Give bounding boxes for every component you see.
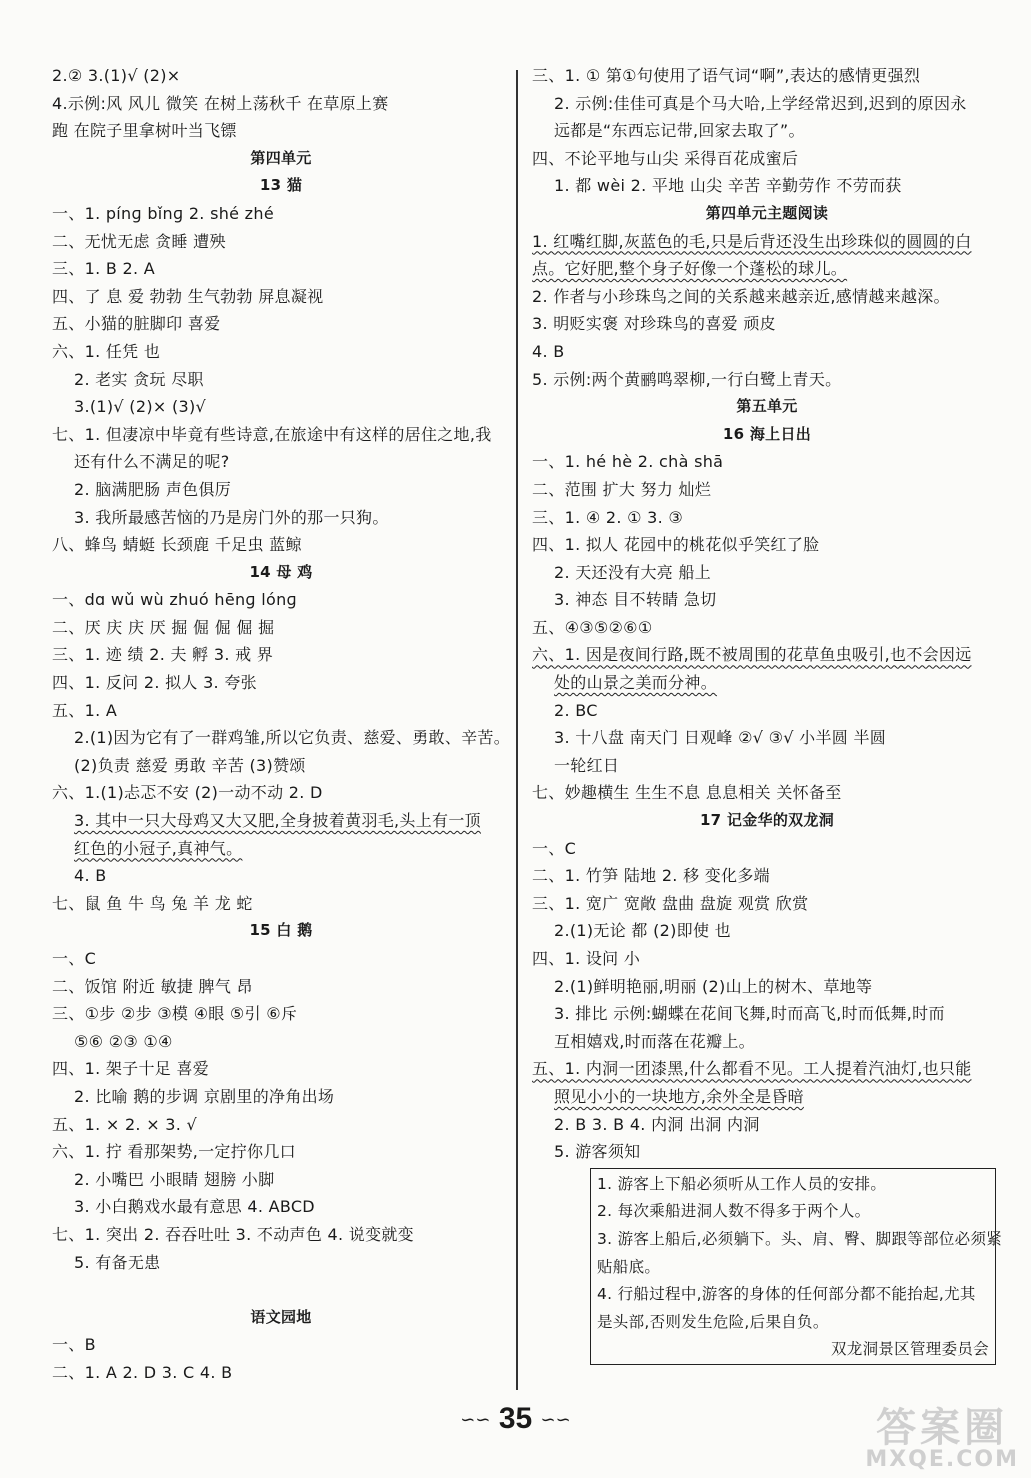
answer-text: 三、1. 宽广 宽敞 盘曲 盘旋 观赏 欣赏 <box>532 893 809 913</box>
answer-text: 1. 红嘴红脚,灰蓝色的毛,只是后背还没生出珍珠似的圆圆的白 <box>532 231 972 251</box>
answer-line <box>52 504 510 532</box>
answer-line <box>52 283 510 311</box>
answer-text: 4. B <box>532 341 565 361</box>
answer-line <box>52 228 510 256</box>
page-number-text: 35 <box>498 1402 533 1435</box>
answer-text: 一、C <box>532 838 577 858</box>
answer-text: 五、④③⑤②⑥① <box>532 617 653 637</box>
answer-line <box>52 117 510 145</box>
notice-item: 3. 游客上船后,必须躺下。头、肩、臀、脚跟等部位必须紧 <box>597 1229 1003 1248</box>
answer-line <box>52 393 510 421</box>
answer-line <box>52 1166 510 1194</box>
answer-text: 六、1. 因是夜间行路,既不被周围的花草鱼虫吸引,也不会因远 <box>532 645 972 665</box>
right-column <box>532 62 1002 1365</box>
answer-text: 三、①步 ②步 ③模 ④眼 ⑤引 ⑥斥 <box>52 1004 298 1024</box>
answer-text: 远都是“东西忘记带,回家去取了”。 <box>554 121 805 141</box>
answer-line <box>532 641 1002 669</box>
answer-text: 三、1. ① 第①句使用了语气词“啊”,表达的感情更强烈 <box>532 66 921 85</box>
answer-text: 五、1. × 2. × 3. √ <box>52 1114 198 1134</box>
answer-text: 2. 示例:佳佳可真是个马大哈,上学经常迟到,迟到的原因永 <box>554 93 967 113</box>
answer-line <box>532 145 1002 173</box>
answer-line <box>532 504 1002 532</box>
answer-text: 2.(1)鲜明艳丽,明丽 (2)山上的树木、草地等 <box>554 976 873 996</box>
left-column <box>52 62 510 1387</box>
answer-line <box>52 310 510 338</box>
notice-item: 1. 游客上下船必须听从工作人员的安排。 <box>597 1174 887 1193</box>
answer-line <box>52 1249 510 1277</box>
answer-text: 语文园地 <box>250 1307 312 1326</box>
answer-text: 四、1. 架子十足 喜爱 <box>52 1059 210 1079</box>
answer-line <box>532 310 1002 338</box>
answer-line <box>52 448 510 476</box>
answer-text: 三、1. B 2. A <box>52 259 156 279</box>
answer-text: 七、1. 突出 2. 吞吞吐吐 3. 不动声色 4. 说变就变 <box>52 1224 414 1244</box>
answer-text: 1. 都 wèi 2. 平地 山尖 辛苦 辛勤劳作 不劳而获 <box>554 176 902 196</box>
answer-text: 3.(1)√ (2)× (3)√ <box>74 397 207 417</box>
answer-text: 二、饭馆 附近 敏捷 脾气 昂 <box>52 976 253 996</box>
answer-line <box>532 890 1002 918</box>
answer-text: 5. 示例:两个黄鹂鸣翠柳,一行白鹭上青天。 <box>532 369 842 389</box>
answer-text: 处的山景之美而分神。 <box>554 673 718 693</box>
watermark <box>865 1396 1019 1472</box>
answer-text: 13 猫 <box>259 176 303 195</box>
answer-text: 2.(1)因为它有了一群鸡雏,所以它负责、慈爱、勇敢、辛苦。 <box>74 728 511 748</box>
section-heading <box>52 917 510 945</box>
answer-text: 六、1. 任凭 也 <box>52 341 161 361</box>
answer-text: 一、1. pínɡ bǐnɡ 2. shé zhé <box>52 203 274 223</box>
answer-line <box>52 531 510 559</box>
notice-item: 2. 每次乘船进洞人数不得多于两个人。 <box>597 1202 871 1221</box>
answer-line <box>52 255 510 283</box>
answer-line <box>532 669 1002 697</box>
section-heading <box>532 200 1002 228</box>
right-column-lines <box>532 62 1002 1166</box>
answer-line <box>532 1083 1002 1111</box>
answer-text: 第四单元主题阅读 <box>705 203 829 222</box>
answer-line <box>532 1028 1002 1056</box>
answer-text: 一、1. hé hè 2. chà shā <box>532 452 724 472</box>
answer-text: 2. B 3. B 4. 内洞 出洞 内洞 <box>554 1114 760 1134</box>
answer-text: 七、妙趣横生 生生不息 息息相关 关怀备至 <box>532 783 842 803</box>
answer-line <box>532 559 1002 587</box>
answer-text: 2. 老实 贪玩 尽职 <box>74 369 204 389</box>
answer-text: 2.② 3.(1)√ (2)× <box>52 66 181 85</box>
answer-line <box>52 338 510 366</box>
answer-line <box>52 724 510 752</box>
answer-text: 15 白 鹅 <box>249 921 313 940</box>
answer-text: 照见小小的一块地方,余外全是昏暗 <box>554 1086 804 1106</box>
answer-text: 第五单元 <box>736 397 798 416</box>
answer-text: ⑤⑥ ②③ ①④ <box>74 1031 173 1051</box>
answer-line <box>52 1055 510 1083</box>
answer-text: 二、范围 扩大 努力 灿烂 <box>532 479 712 499</box>
answer-text: 点。它好肥,整个身子好像一个蓬松的球儿。 <box>532 259 848 279</box>
answer-text: 一、dɑ wǔ wù zhuó hēnɡ lónɡ <box>52 590 297 610</box>
answer-text: 七、鼠 鱼 牛 鸟 兔 羊 龙 蛇 <box>52 893 253 913</box>
answer-text: 5. 有备无患 <box>74 1252 161 1272</box>
answer-line <box>52 890 510 918</box>
answer-text: 跑 在院子里拿树叶当飞镖 <box>52 121 237 141</box>
answer-text: 还有什么不满足的呢? <box>74 452 230 472</box>
answer-line <box>52 1331 510 1359</box>
answer-line <box>532 228 1002 256</box>
answer-line <box>52 1276 510 1304</box>
answer-line <box>532 255 1002 283</box>
answer-line <box>532 283 1002 311</box>
section-heading <box>532 393 1002 421</box>
answer-text: 五、小猫的脏脚印 喜爱 <box>52 314 221 334</box>
answer-line <box>532 973 1002 1001</box>
answer-text: 二、1. A 2. D 3. C 4. B <box>52 1362 233 1382</box>
answer-line <box>532 62 1002 90</box>
answer-line <box>52 779 510 807</box>
answer-line <box>52 973 510 1001</box>
answer-text: 互相嬉戏,时而落在花瓣上。 <box>554 1031 755 1051</box>
answer-line <box>52 1221 510 1249</box>
answer-text: 八、蜂鸟 蜻蜓 长颈鹿 千足虫 蓝鲸 <box>52 535 302 555</box>
answer-line <box>532 862 1002 890</box>
answer-text: 3. 我所最感苦恼的乃是房门外的那一只狗。 <box>74 507 389 527</box>
notice-item: 4. 行船过程中,游客的身体的任何部分都不能抬起,尤其 <box>597 1285 976 1304</box>
answer-line <box>52 1138 510 1166</box>
answer-line <box>532 448 1002 476</box>
answer-text: 3. 排比 示例:蝴蝶在花间飞舞,时而高飞,时而低舞,时而 <box>554 1004 945 1024</box>
answer-line <box>52 835 510 863</box>
answer-line <box>52 421 510 449</box>
section-heading <box>532 807 1002 835</box>
answer-text: 3. 神态 目不转睛 急切 <box>554 590 717 610</box>
answer-text: 4. B <box>74 866 107 886</box>
section-heading <box>52 145 510 173</box>
answer-text: 2. 小嘴巴 小眼睛 翅膀 小脚 <box>74 1169 275 1189</box>
answer-line <box>532 614 1002 642</box>
column-divider <box>516 70 518 1390</box>
answer-line <box>532 338 1002 366</box>
answer-text: 一、C <box>52 949 97 968</box>
answer-text: 六、1.(1)忐忑不安 (2)一动不动 2. D <box>52 783 323 803</box>
answer-text: 3. 小白鹅戏水最有意思 4. ABCD <box>74 1197 315 1217</box>
answer-text: 二、1. 竹笋 陆地 2. 移 变化多端 <box>532 866 770 886</box>
answer-text: 2. BC <box>554 700 598 720</box>
answer-text: 红色的小冠子,真神气。 <box>74 838 243 858</box>
answer-text: 2. 比喻 鹅的步调 京剧里的净角出场 <box>74 1086 335 1106</box>
answer-text: 3. 其中一只大母鸡又大又肥,全身披着黄羽毛,头上有一顶 <box>74 811 481 831</box>
answer-line <box>52 200 510 228</box>
answer-text: 四、1. 拟人 花园中的桃花似乎笑红了脸 <box>532 535 820 555</box>
answer-line <box>532 1111 1002 1139</box>
answer-line <box>52 807 510 835</box>
section-heading <box>52 559 510 587</box>
answer-line <box>532 697 1002 725</box>
answer-line <box>532 531 1002 559</box>
answer-line <box>532 117 1002 145</box>
answer-text: 14 母 鸡 <box>249 562 313 581</box>
answer-text: 2.(1)无论 都 (2)即使 也 <box>554 921 731 941</box>
answer-text: 2. 作者与小珍珠鸟之间的关系越来越亲近,感情越来越深。 <box>532 286 950 306</box>
answer-line <box>52 641 510 669</box>
answer-text: 第四单元 <box>250 148 312 167</box>
watermark-logo: 答案圈 <box>876 1405 1009 1451</box>
visitor-notice-box <box>590 1168 1003 1365</box>
answer-line <box>532 476 1002 504</box>
answer-text: 四、不论平地与山尖 采得百花成蜜后 <box>532 148 799 168</box>
section-heading <box>52 1304 510 1332</box>
answer-line <box>532 366 1002 394</box>
answer-line <box>52 945 510 973</box>
answer-line <box>52 669 510 697</box>
answer-line <box>52 476 510 504</box>
answer-text: 2. 天还没有大亮 船上 <box>554 562 712 582</box>
answer-line <box>532 1138 1002 1166</box>
watermark-url: MXQE.COM <box>865 1447 1019 1472</box>
answer-line <box>52 90 510 118</box>
answer-text: 4.示例:风 风儿 微笑 在树上荡秋千 在草原上赛 <box>52 93 389 113</box>
answer-text: 一、B <box>52 1335 96 1355</box>
answer-line <box>52 1111 510 1139</box>
answer-line <box>52 62 510 90</box>
answer-text: 三、1. 迹 绩 2. 夫 孵 3. 戒 界 <box>52 645 274 665</box>
answer-line <box>532 172 1002 200</box>
ornament-right-icon: ∽∽ <box>540 1409 571 1430</box>
answer-text: 四、1. 设问 小 <box>532 949 641 968</box>
answer-text: 17 记金华的双龙洞 <box>699 811 835 830</box>
section-heading <box>52 172 510 200</box>
answer-text: 一轮红日 <box>554 755 620 775</box>
answer-text: 五、1. A <box>52 700 118 720</box>
notice-item: 是头部,否则发生危险,后果自负。 <box>597 1312 829 1331</box>
answer-line <box>532 835 1002 863</box>
answer-text: 3. 十八盘 南天门 日观峰 ②√ ③√ 小半圆 半圆 <box>554 728 887 748</box>
answer-line <box>532 945 1002 973</box>
answer-text: 七、1. 但凄凉中毕竟有些诗意,在旅途中有这样的居住之地,我 <box>52 424 492 444</box>
notice-item: 贴船底。 <box>597 1257 661 1276</box>
answer-text: 四、了 息 爱 勃勃 生气勃勃 屏息凝视 <box>52 286 324 306</box>
answer-line <box>52 1000 510 1028</box>
notice-signature: 双龙洞景区管理委员会 <box>830 1340 989 1359</box>
section-heading <box>532 421 1002 449</box>
answer-line <box>532 90 1002 118</box>
answer-text: 三、1. ④ 2. ① 3. ③ <box>532 507 684 527</box>
answer-text: 二、无忧无虑 贪睡 遭殃 <box>52 231 226 251</box>
answer-line <box>52 697 510 725</box>
answer-line <box>52 1028 510 1056</box>
notice-items <box>597 1171 1003 1337</box>
answer-line <box>52 366 510 394</box>
answer-line <box>52 614 510 642</box>
answer-text: 四、1. 反问 2. 拟人 3. 夸张 <box>52 673 257 693</box>
answer-line <box>52 586 510 614</box>
answer-line <box>532 917 1002 945</box>
answer-line <box>532 724 1002 752</box>
answer-text: 五、1. 内洞一团漆黑,什么都看不见。工人提着汽油灯,也只能 <box>532 1059 972 1079</box>
answer-line <box>52 1359 510 1387</box>
answer-line <box>52 752 510 780</box>
answer-text: 3. 明贬实褒 对珍珠鸟的喜爱 顽皮 <box>532 314 776 334</box>
answer-line <box>52 862 510 890</box>
answer-text: 16 海上日出 <box>722 424 812 443</box>
answer-line <box>52 1193 510 1221</box>
answer-line <box>532 1000 1002 1028</box>
answer-line <box>532 752 1002 780</box>
answer-line <box>532 586 1002 614</box>
answer-text: 5. 游客须知 <box>554 1142 641 1162</box>
answer-text: 六、1. 拧 看那架势,一定拧你几口 <box>52 1142 296 1162</box>
answer-text: (2)负责 慈爱 勇敢 辛苦 (3)赞颂 <box>74 755 306 775</box>
answer-line <box>52 1083 510 1111</box>
answer-line <box>532 779 1002 807</box>
answer-line <box>532 1055 1002 1083</box>
answer-text: 二、厌 庆 庆 厌 掘 倔 倔 倔 掘 <box>52 617 275 637</box>
ornament-left-icon: ∽∽ <box>460 1409 491 1430</box>
answer-text: 2. 脑满肥肠 声色俱厉 <box>74 479 232 499</box>
